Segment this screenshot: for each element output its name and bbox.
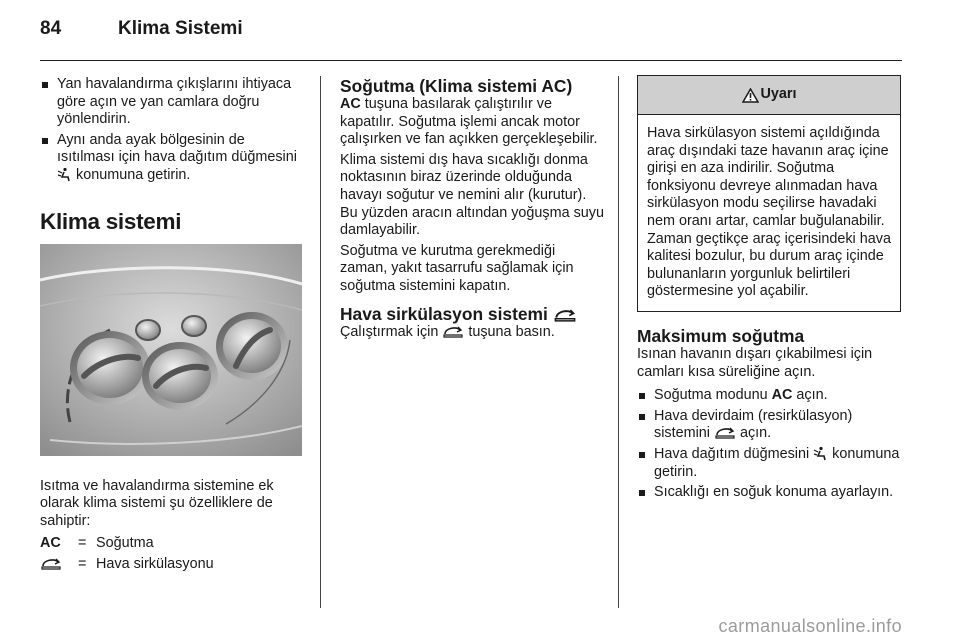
page-title: Klima Sistemi xyxy=(118,18,243,39)
bullet-temperature-cold: Sıcaklığı en soğuk konuma ayarlayın. xyxy=(637,484,902,502)
cooling-paragraph-3: Soğutma ve kurutma gerekmediği zaman, yakıt tasarrufu sağlamak için soğutma sistemini kapatın. xyxy=(340,242,574,294)
max-cooling-intro: Isınan havanın dışarı çıkabilmesi için camları kısa süreliğine açın. xyxy=(637,345,873,380)
intro-paragraph: Isıtma ve havalandırma sistemine ek olarak klima sistemi şu özelliklere de sahiptir: xyxy=(40,477,274,529)
definition-ac: AC = Soğutma xyxy=(40,534,154,551)
section-heading-max-cooling: Maksimum soğutma xyxy=(637,325,805,346)
recirculation-icon xyxy=(714,426,736,440)
warning-text: Hava sirkülasyon sistemi açıldığında araç dışındaki taze havanın araç içine girişi en aza indirilir. Soğutma fonksiyonu devreye alınmadan hava sirkülasyon modu seçilirse havadaki nem oranı artar, camlar buğulanabilir. Zaman geçtikçe araç içerisindeki hava kalitesi bozulur, bu durum araç içinde bulunanların yorgunluk belirtileri göstermesine yol açabilir. xyxy=(647,125,891,300)
air-distribution-icon xyxy=(57,167,72,182)
column-3 xyxy=(637,76,902,505)
bullet-recirculation-on: Hava devirdaim (resirkülasyon) sistemini açın. xyxy=(637,408,902,443)
warning-box xyxy=(637,75,901,312)
header-rule xyxy=(40,60,902,61)
air-distribution-icon xyxy=(813,446,828,461)
bullet-ac-on: Soğutma modunu AC açın. xyxy=(637,387,902,405)
page-header xyxy=(40,18,243,40)
recirculation-paragraph: Çalıştırmak için tuşuna basın. xyxy=(340,323,555,340)
page-number: 84 xyxy=(40,18,62,39)
section-heading-cooling: Soğutma (Klima sistemi AC) xyxy=(340,76,573,96)
recirculation-icon xyxy=(442,325,464,339)
column-2 xyxy=(340,76,606,344)
column-1 xyxy=(40,76,302,574)
warning-triangle-icon xyxy=(742,88,759,103)
section-heading-recirculation: Hava sirkülasyon sistemi xyxy=(340,304,606,324)
recirculation-icon xyxy=(553,308,577,323)
watermark: carmanualsonline.info xyxy=(718,616,902,636)
cooling-paragraph-1: AC tuşuna basılarak çalıştırılır ve kapatılır. Soğutma işlemi ancak motor çalışırken ve fan açıkken gerçekleşebilir. xyxy=(340,96,598,148)
warning-header: Uyarı xyxy=(638,76,900,115)
recirculation-icon xyxy=(40,557,62,571)
column-divider-2 xyxy=(618,76,619,608)
section-heading-klima: Klima sistemi xyxy=(40,208,182,234)
bullet-side-vents: Yan havalandırma çıkışlarını ihtiyaca göre açın ve yan camlara doğru yönlendirin. xyxy=(40,76,302,129)
cooling-paragraph-2: Klima sistemi dış hava sıcaklığı donma noktasının biraz üzerinde olduğunda havayı soğutur ve nemini alır (kurutur). Bu yüzden aracın altından yoğuşma suyu damlayabilir. xyxy=(340,151,604,239)
bullet-air-distribution: Hava dağıtım düğmesini konumuna getirin. xyxy=(637,446,902,481)
column-divider-1 xyxy=(320,76,321,608)
bullet-foot-heating: Aynı anda ayak bölgesinin de ısıtılması için hava dağıtım düğmesini konumuna getirin. xyxy=(40,132,302,185)
climate-control-panel-image xyxy=(40,244,302,456)
definition-recirculation: = Hava sirkülasyonu xyxy=(40,556,302,574)
